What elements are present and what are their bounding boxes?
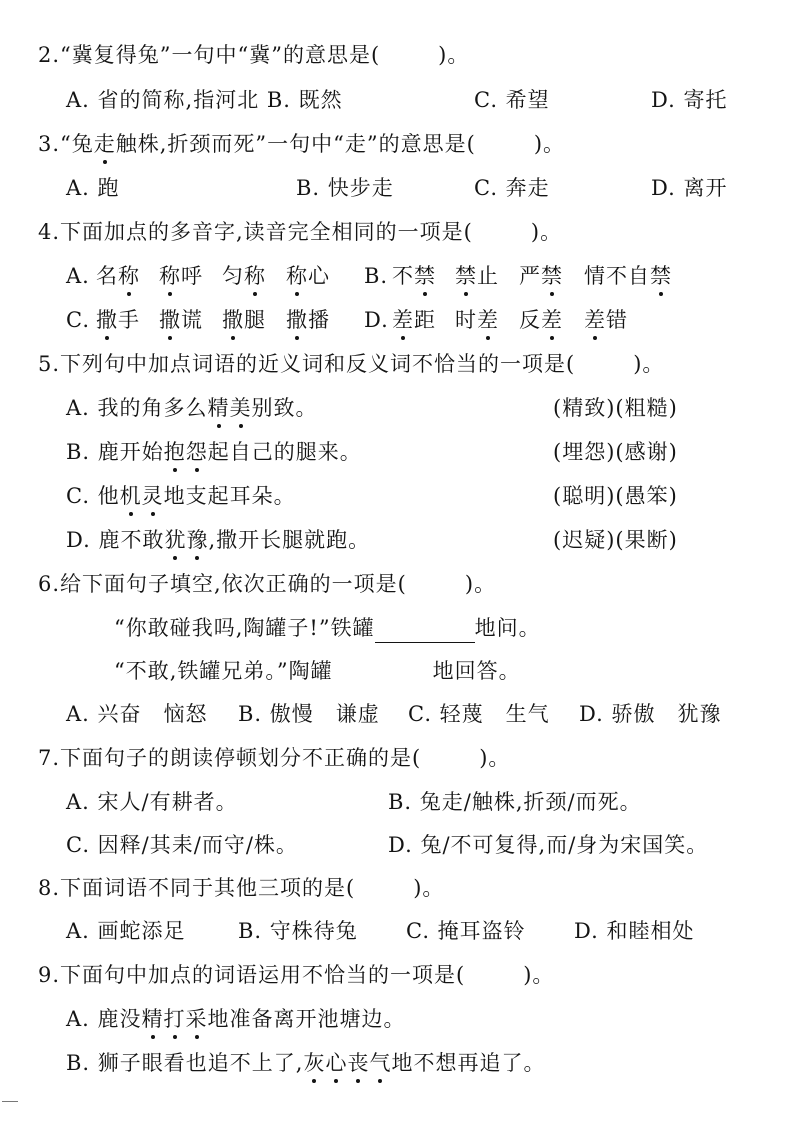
- option-d: D. 骄傲 犹豫: [579, 702, 722, 726]
- question-4-row-2: [0, 305, 794, 335]
- dotted-char: 丧: [347, 1048, 369, 1078]
- question-8-options: [0, 916, 794, 946]
- word: 撒谎: [159, 305, 203, 335]
- dotted-char: 机: [120, 481, 142, 511]
- option-b: B. 兔走/触株,折颈/而死。: [388, 790, 642, 814]
- dotted-word: [164, 528, 208, 552]
- question-number: 7.: [38, 746, 61, 770]
- word: 严禁: [519, 261, 563, 291]
- dotted-char: 差: [392, 305, 414, 335]
- option-c: C. 奔走: [474, 176, 550, 200]
- dotted-char: 撒: [286, 305, 308, 335]
- word: 撒腿: [222, 305, 266, 335]
- dotted-char: 走: [94, 129, 116, 159]
- question-9-stem: 9. 下面句中加点的词语运用不恰当的一项是( )。: [0, 960, 794, 990]
- word-pair: (迟疑)(果断): [553, 528, 678, 552]
- option-d: D. 寄托: [651, 88, 728, 112]
- question-number: 4.: [38, 220, 61, 244]
- question-5-option-b: B. 鹿开始抱怨起自己的腿来。 (埋怨)(感谢): [0, 437, 794, 467]
- dotted-char: 撒: [96, 305, 118, 335]
- option-c: C. 希望: [474, 88, 550, 112]
- question-5-option-a: A. 我的角多么精美别致。 (精致)(粗糙): [0, 393, 794, 423]
- word-pair: (聪明)(愚笨): [553, 484, 678, 508]
- question-2-stem: [0, 40, 794, 70]
- fill-blank[interactable]: [375, 620, 475, 643]
- dotted-char: 精: [142, 1004, 164, 1034]
- option-c: C. 因释/其耒/而守/株。: [66, 833, 298, 857]
- dotted-word: [303, 1051, 391, 1075]
- question-number: 2.: [38, 43, 61, 67]
- stem-end: )。: [438, 43, 470, 67]
- word-pair: (埋怨)(感谢): [553, 440, 678, 464]
- option-c: C. 轻蔑 生气: [408, 702, 550, 726]
- dotted-char: 打: [164, 1004, 186, 1034]
- dotted-char: 禁: [455, 261, 477, 291]
- page-margin-mark: [2, 1101, 18, 1102]
- dotted-char: 差: [584, 305, 606, 335]
- dotted-char: 精: [208, 393, 230, 423]
- option-a: A. 省的简称,指河北 B. 既然: [66, 88, 343, 112]
- dotted-word: [120, 484, 164, 508]
- dotted-char: 称: [118, 261, 140, 291]
- question-number: 3.: [38, 132, 61, 156]
- word-pair: (精致)(粗糙): [553, 396, 678, 420]
- question-8-stem: 8. 下面词语不同于其他三项的是( )。: [0, 873, 794, 903]
- dotted-char: 美: [230, 393, 252, 423]
- dotted-char: 灵: [142, 481, 164, 511]
- question-6-sentence-2: “不敢,铁罐兄弟。”陶罐 地回答。: [0, 656, 794, 686]
- question-5-option-d: D. 鹿不敢犹豫,撒开长腿就跑。 (迟疑)(果断): [0, 525, 794, 555]
- question-2-options: [0, 85, 794, 115]
- option-d: D. 和睦相处: [574, 919, 695, 943]
- question-3-stem: 3. “兔走触株,折颈而死”一句中“走”的意思是( )。: [0, 129, 794, 159]
- option-d: D. 离开: [651, 176, 728, 200]
- word: 撒播: [286, 305, 330, 335]
- option-a: A. 兴奋 恼怒: [66, 702, 208, 726]
- question-number: 9.: [38, 963, 61, 987]
- word: 不禁: [392, 261, 436, 291]
- dotted-char: 称: [286, 261, 308, 291]
- option-b: B. 守株待兔: [238, 919, 358, 943]
- dotted-char: 撒: [159, 305, 181, 335]
- word: 差错: [584, 305, 628, 335]
- question-7-stem: 7. 下面句子的朗读停顿划分不正确的是( )。: [0, 743, 794, 773]
- dotted-word: [208, 396, 252, 420]
- word: 称心: [286, 261, 330, 291]
- option-c-label: C.: [66, 308, 90, 332]
- question-7-options-row-2: [0, 830, 794, 860]
- question-5-option-c: C. 他机灵地支起耳朵。 (聪明)(愚笨): [0, 481, 794, 511]
- dotted-char: 差: [541, 305, 563, 335]
- dotted-char: 称: [159, 261, 181, 291]
- option-b-label: B.: [364, 264, 389, 288]
- dotted-char: 称: [244, 261, 266, 291]
- dotted-char: 抱: [164, 437, 186, 467]
- question-9-option-a: A. 鹿没精打采地准备离开池塘边。: [0, 1004, 794, 1034]
- option-a-label: A.: [66, 264, 90, 288]
- option-b: B. 傲慢 谦虚: [238, 702, 380, 726]
- word: 名称: [96, 261, 140, 291]
- fill-blank[interactable]: [333, 664, 433, 686]
- option-c: C. 掩耳盗铃: [406, 919, 526, 943]
- dotted-char: 差: [477, 305, 499, 335]
- option-d: D. 兔/不可复得,而/身为宋国笑。: [388, 833, 709, 857]
- question-6-options: [0, 699, 794, 729]
- dotted-char: 犹: [164, 525, 186, 555]
- question-9-option-b: B. 狮子眼看也追不上了,灰心丧气地不想再追了。: [0, 1048, 794, 1078]
- question-4-stem: 4. 下面加点的多音字,读音完全相同的一项是( )。: [0, 217, 794, 247]
- word: 称呼: [159, 261, 203, 291]
- word: 差距: [392, 305, 436, 335]
- stem-text: “冀复得兔”一句中“冀”的意思是(: [60, 43, 381, 67]
- option-a: A. 画蛇添足: [66, 919, 186, 943]
- dotted-word: [142, 1007, 208, 1031]
- question-4-row-1: [0, 261, 794, 291]
- word: 禁止: [455, 261, 499, 291]
- dotted-char: 撒: [222, 305, 244, 335]
- dotted-char: 怨: [186, 437, 208, 467]
- dotted-char: 豫: [186, 525, 208, 555]
- dotted-char: 禁: [541, 261, 563, 291]
- dotted-char: 禁: [414, 261, 436, 291]
- dotted-char: 气: [369, 1048, 391, 1078]
- word: 情不自禁: [584, 261, 672, 291]
- word: 匀称: [222, 261, 266, 291]
- question-5-stem: 5. 下列句中加点词语的近义词和反义词不恰当的一项是( )。: [0, 349, 794, 379]
- option-a: A. 跑: [66, 176, 120, 200]
- word: 时差: [455, 305, 499, 335]
- dotted-char: 禁: [650, 261, 672, 291]
- question-6-stem: 6. 给下面句子填空,依次正确的一项是( )。: [0, 569, 794, 599]
- option-a: A. 宋人/有耕者。: [66, 790, 238, 814]
- dotted-char: 心: [325, 1048, 347, 1078]
- question-number: 6.: [38, 572, 61, 596]
- dotted-char: 采: [186, 1004, 208, 1034]
- question-number: 5.: [38, 352, 61, 376]
- question-7-options-row-1: [0, 787, 794, 817]
- word: 反差: [519, 305, 563, 335]
- dotted-word: [164, 440, 208, 464]
- question-3-options: [0, 173, 794, 203]
- question-6-sentence-1: “你敢碰我吗,陶罐子!”铁罐 地问。: [0, 613, 794, 643]
- word: 撒手: [96, 305, 140, 335]
- option-d-label: D.: [364, 308, 389, 332]
- question-number: 8.: [38, 876, 61, 900]
- dotted-char: 灰: [303, 1048, 325, 1078]
- option-b: B. 快步走: [296, 176, 394, 200]
